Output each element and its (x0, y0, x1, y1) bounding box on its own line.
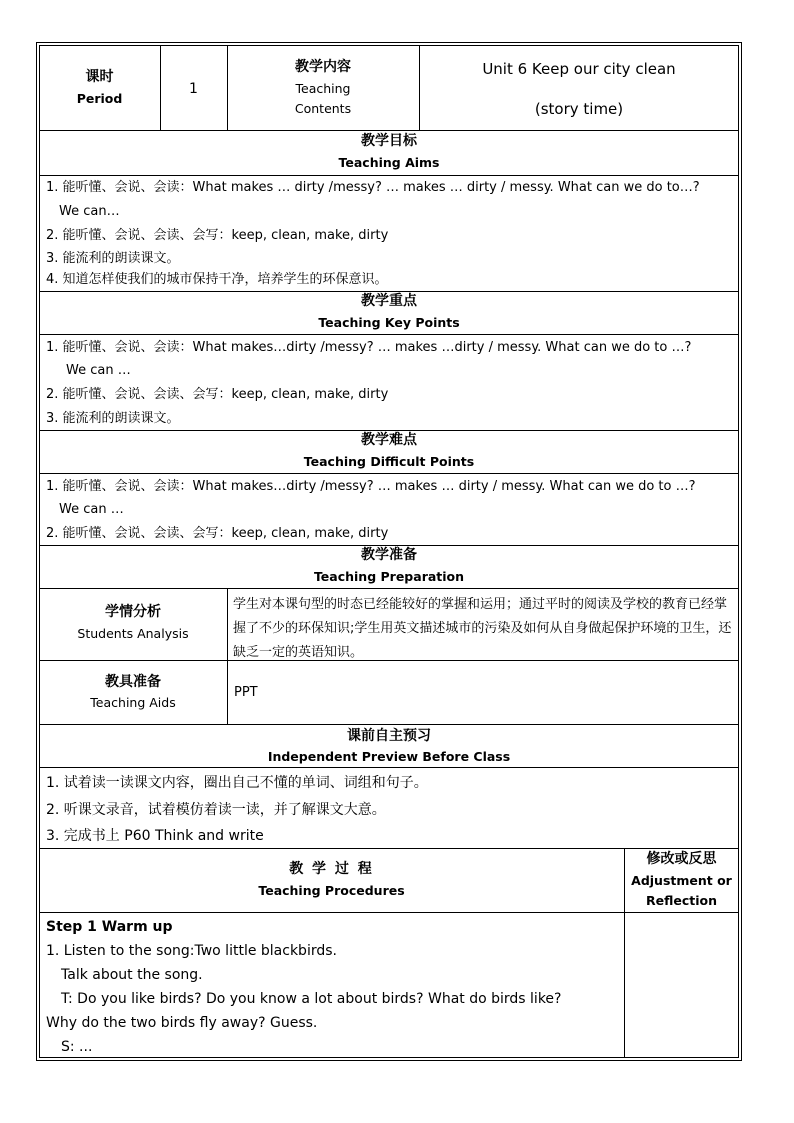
preparation-title-en: Teaching Preparation (313, 569, 465, 584)
period-label-en: Period (76, 91, 123, 106)
procedure-line: Why do the two birds fly away? Guess. (46, 1015, 318, 1031)
key-points-item: 2. 能听懂、会说、会读、会写：keep, clean, make, dirty (46, 387, 389, 402)
difficult-points-title-en: Teaching Difficult Points (303, 454, 475, 469)
contents-label-zh: 教学内容 (295, 59, 351, 75)
aims-item: 3. 能流利的朗读课文。 (46, 251, 180, 266)
row-divider (39, 848, 739, 849)
row-divider (39, 545, 739, 546)
contents-label-en: Teaching (295, 81, 351, 96)
reflection-title-en: Reflection (645, 893, 717, 908)
teaching-aids-label-en: Teaching Aids (90, 695, 176, 710)
row-divider (39, 588, 739, 589)
procedure-line: 1. Listen to the song:Two little blackbirds. (46, 943, 337, 959)
preview-title-zh: 课前自主预习 (347, 728, 431, 744)
row-divider (39, 724, 739, 725)
key-points-item: We can … (66, 363, 131, 378)
row-divider (39, 912, 739, 913)
period-value: 1 (189, 81, 198, 97)
procedures-title-zh: 教 学 过 程 (289, 861, 374, 877)
key-points-item: 3. 能流利的朗读课文。 (46, 411, 180, 426)
students-analysis-label-en: Students Analysis (77, 626, 189, 641)
preview-item: 3. 完成书上 P60 Think and write (46, 828, 264, 844)
aims-item: 2. 能听懂、会说、会读、会写：keep, clean, make, dirty (46, 228, 389, 243)
procedures-title-en: Teaching Procedures (258, 883, 405, 898)
reflection-title-en: Adjustment or (631, 873, 732, 888)
students-analysis-text: 学生对本课句型的时态已经能较好的掌握和运用；通过平时的阅读及学校的教育已经掌握了不少的环保知识;学生用英文描述城市的污染及如何从自身做起保护环境的卫生，还缺乏一定的英语知识。 (233, 597, 732, 660)
unit-title: Unit 6 Keep our city clean (482, 60, 676, 78)
difficult-points-item: 2. 能听懂、会说、会读、会写：keep, clean, make, dirty (46, 526, 389, 541)
key-points-item: 1. 能听懂、会说、会读：What makes…dirty /messy? … makes …dirty / messy. What can we do to …? (46, 340, 692, 355)
preparation-title-zh: 教学准备 (361, 547, 417, 563)
preview-item: 1. 试着读一读课文内容，圈出自己不懂的单词、词组和句子。 (46, 775, 428, 791)
key-points-title-en: Teaching Key Points (318, 315, 460, 330)
key-points-title-zh: 教学重点 (361, 293, 417, 309)
difficult-points-title-zh: 教学难点 (361, 432, 417, 448)
period-label-zh: 课时 (85, 69, 114, 85)
reflection-title-zh: 修改或反思 (646, 851, 717, 867)
aims-title-en: Teaching Aims (338, 155, 440, 170)
aims-item: 1. 能听懂、会说、会读：What makes … dirty /messy? … makes … dirty / messy. What can we do to…? (46, 180, 700, 195)
preview-title-en: Independent Preview Before Class (267, 749, 511, 764)
aims-title-zh: 教学目标 (361, 133, 417, 149)
row-divider (39, 473, 739, 474)
contents-label-en: Contents (294, 101, 352, 116)
step-title: Step 1 Warm up (46, 919, 173, 935)
row-divider (39, 130, 739, 131)
difficult-points-item: 1. 能听懂、会说、会读：What makes…dirty /messy? … makes … dirty / messy. What can we do to …? (46, 479, 696, 494)
row-divider (39, 175, 739, 176)
procedure-line: Talk about the song. (61, 967, 203, 983)
teaching-aids-text: PPT (234, 685, 258, 700)
row-divider (39, 291, 739, 292)
students-analysis-label-zh: 学情分析 (105, 604, 161, 620)
difficult-points-item: We can … (59, 502, 124, 517)
procedure-line: T: Do you like birds? Do you know a lot about birds? What do birds like? (61, 991, 562, 1007)
row-divider (39, 430, 739, 431)
row-divider (39, 767, 739, 768)
col-divider (419, 45, 420, 130)
row-divider (39, 334, 739, 335)
teaching-aids-label-zh: 教具准备 (105, 674, 161, 690)
aims-item: We can… (59, 204, 120, 219)
procedure-line: S: ... (61, 1039, 93, 1055)
unit-subtitle: (story time) (534, 100, 624, 118)
col-divider (227, 588, 228, 724)
aims-item: 4. 知道怎样使我们的城市保持干净，培养学生的环保意识。 (46, 272, 388, 287)
preview-item: 2. 听课文录音，试着模仿着读一读，并了解课文大意。 (46, 802, 386, 818)
